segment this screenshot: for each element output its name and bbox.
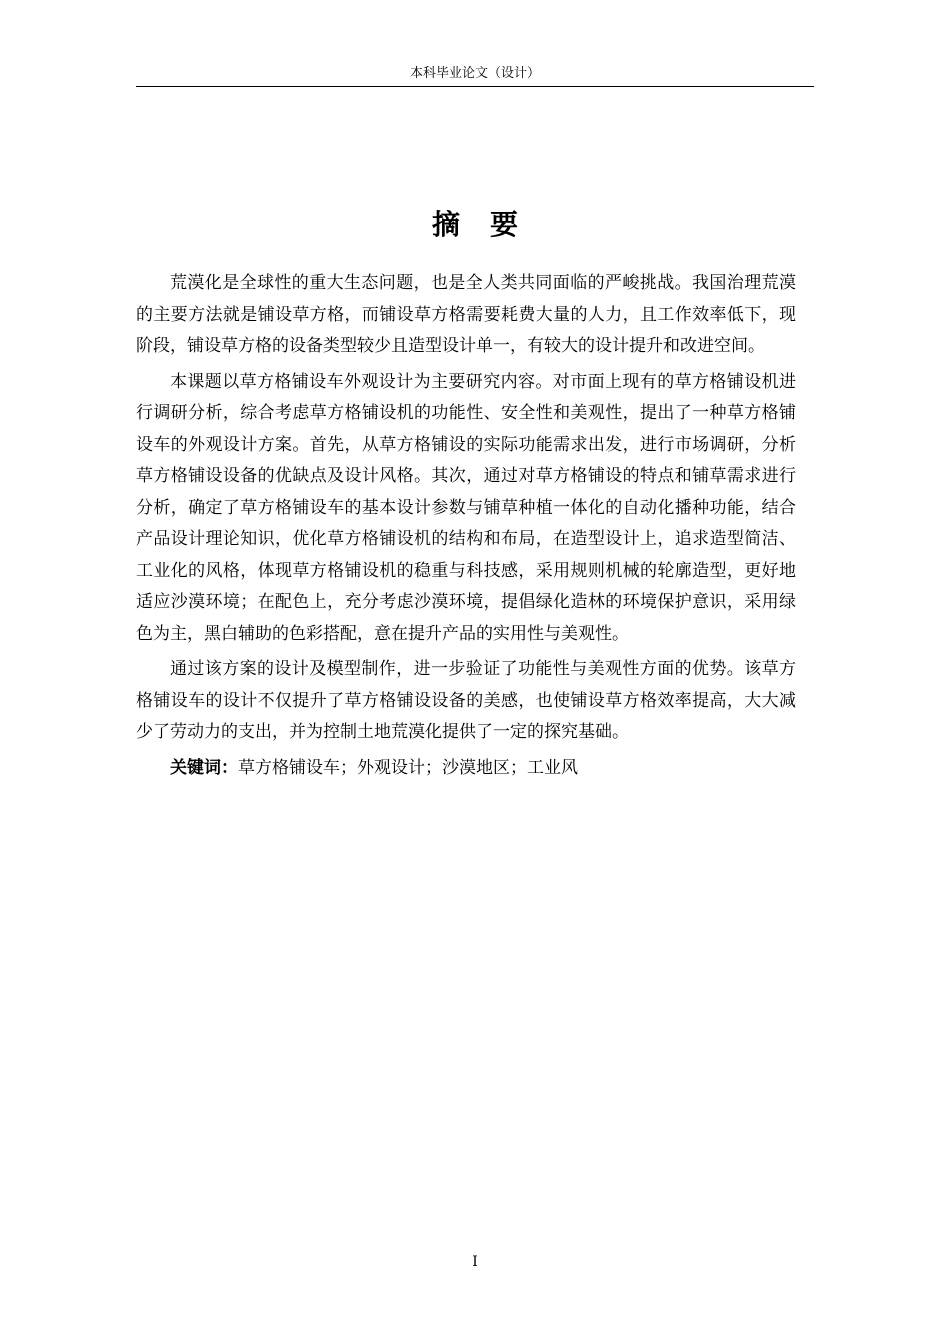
keywords-line bbox=[136, 753, 796, 785]
abstract-paragraph-1: 荒漠化是全球性的重大生态问题，也是全人类共同面临的严峻挑战。我国治理荒漠的主要方法就是铺设草方格，而铺设草方格需要耗费大量的人力，且工作效率低下，现阶段，铺设草方格的设备类型较少且造型设计单一，有较大的设计提升和改进空间。 bbox=[136, 273, 796, 356]
page-header bbox=[136, 66, 814, 87]
header-title: 本科毕业论文（设计） bbox=[409, 66, 540, 81]
abstract-title: 摘要 bbox=[431, 208, 548, 241]
abstract-paragraph-3: 通过该方案的设计及模型制作，进一步验证了功能性与美观性方面的优势。该草方格铺设车的设计不仅提升了草方格铺设设备的美感，也使铺设草方格效率提高，大大减少了劳动力的支出，并为控制土地荒漠化提供了一定的探究基础。 bbox=[136, 659, 796, 742]
abstract-paragraph-2: 本课题以草方格铺设车外观设计为主要研究内容。对市面上现有的草方格铺设机进行调研分析，综合考虑草方格铺设机的功能性、安全性和美观性，提出了一种草方格铺设车的外观设计方案。首先，从草方格铺设的实际功能需求出发，进行市场调研，分析草方格铺设设备的优缺点及设计风格。其次，通过对草方格铺设的特点和铺草需求进行分析，确定了草方格铺设车的基本设计参数与铺草种植一体化的自动化播种功能，结合产品设计理论知识，优化草方格铺设机的结构和布局，在造型设计上，追求造型简洁、工业化的风格，体现草方格铺设机的稳重与科技感，采用规则机械的轮廓造型，更好地适应沙漠环境；在配色上，充分考虑沙漠环境，提倡绿化造林的环境保护意识，采用绿色为主，黑白辅助的色彩搭配，意在提升产品的实用性与美观性。 bbox=[136, 371, 796, 644]
keywords-label: 关键词： bbox=[170, 757, 238, 778]
keywords-text: 草方格铺设车；外观设计；沙漠地区；工业风 bbox=[238, 757, 578, 778]
page-number: I bbox=[472, 1254, 478, 1270]
abstract-body bbox=[136, 268, 796, 788]
